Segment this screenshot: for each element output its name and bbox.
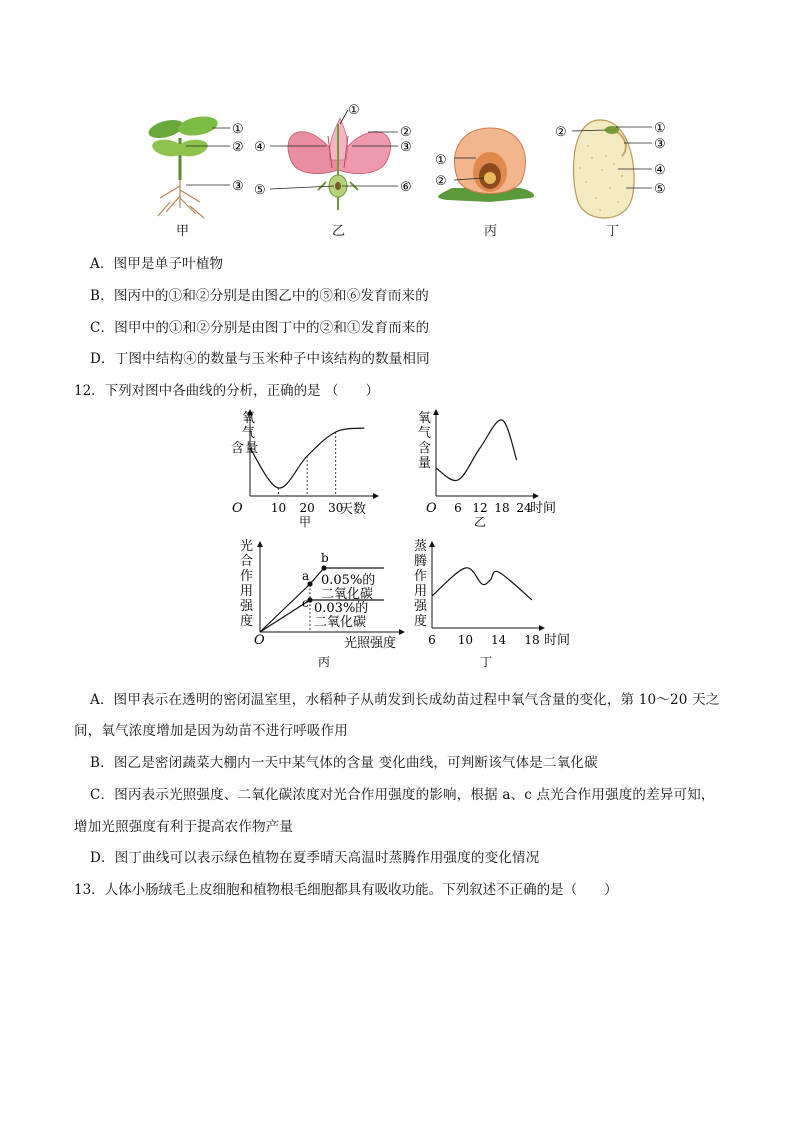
chart-bing-legend-005-line2: 二氧化碳	[321, 587, 374, 602]
chart-bing-legend-005-line1: 0.05%的	[321, 573, 376, 588]
chart-yi	[418, 410, 556, 529]
q11-option-c: C．图甲中的①和②分别是由图丁中的②和①发育而来的	[90, 320, 430, 336]
chart-ding-ylabel-0: 蒸	[414, 539, 428, 554]
chart-bing-xlabel: 光照强度	[344, 636, 397, 651]
q12-charts-svg	[228, 404, 588, 674]
q12-stem: 12．下列对图中各曲线的分析，正确的是 （ ）	[74, 383, 379, 399]
q12-option-c-line2: 增加光照强度有利于提高农作物产量	[74, 819, 294, 835]
chart-ding-xtick: 10	[457, 633, 473, 647]
q11-figure-svg	[130, 98, 690, 238]
chart-yi-ylabel-2: 含	[418, 441, 432, 456]
seedling-illustration	[147, 114, 230, 218]
chart-jia-xtick: 30	[328, 501, 344, 515]
chart-bing-title: 丙	[318, 655, 331, 669]
chart-jia	[231, 410, 378, 529]
ding-label-5: ⑤	[654, 182, 666, 197]
yi-label-1: ①	[348, 103, 360, 118]
chart-ding-xtick: 18	[524, 633, 540, 647]
chart-yi-ylabel-3: 量	[418, 456, 432, 471]
q11-option-d: D．丁图中结构④的数量与玉米种子中该结构的数量相同	[90, 351, 430, 367]
q12-charts	[228, 404, 588, 674]
chart-jia-origin: O	[232, 501, 243, 516]
chart-jia-ylabel-2: 含	[231, 441, 245, 456]
chart-ding-xtick: 6	[428, 633, 436, 647]
q12-option-a-line1: A．图甲表示在透明的密闭温室里，水稻种子从萌发到长成幼苗过程中氧气含量的变化，第 10～20 天之	[90, 692, 720, 708]
caption-yi: 乙	[332, 224, 346, 239]
chart-bing-label-c: c	[302, 596, 309, 610]
caption-bing: 丙	[484, 224, 498, 239]
yi-label-2: ②	[400, 125, 412, 140]
bing-label-2: ②	[435, 174, 447, 189]
yi-label-5: ⑤	[254, 183, 266, 198]
chart-yi-xtick: 6	[454, 501, 462, 515]
chart-bing-origin: O	[254, 633, 265, 648]
jia-label-1: ①	[232, 122, 244, 137]
fruit-illustration	[438, 128, 534, 202]
chart-yi-ylabel-0: 氧	[418, 411, 432, 426]
q11-option-b: B．图丙中的①和②分别是由图乙中的⑤和⑥发育而来的	[90, 288, 429, 304]
chart-jia-title: 甲	[299, 515, 312, 529]
chart-bing-point-b	[321, 565, 326, 570]
ding-label-3: ③	[654, 137, 666, 152]
chart-ding	[414, 538, 570, 669]
chart-bing-label-b: b	[321, 551, 329, 565]
chart-bing-label-a: a	[302, 569, 310, 583]
q12-option-d: D．图丁曲线可以表示绿色植物在夏季晴天高温时蒸腾作用强度的变化情况	[90, 850, 540, 866]
q12-option-b: B．图乙是密闭蔬菜大棚内一天中某气体的含量 变化曲线，可判断该气体是二氧化碳	[90, 755, 598, 771]
chart-bing-legend-003-line2: 二氧化碳	[314, 615, 367, 630]
caption-ding: 丁	[606, 224, 620, 239]
chart-bing	[240, 538, 404, 669]
chart-jia-ylabel-0: 氧	[242, 411, 256, 426]
chart-ding-xlabel: 时间	[544, 633, 571, 648]
chart-yi-xtick: 24	[516, 501, 532, 515]
seed-illustration	[572, 120, 652, 218]
chart-jia-xtick: 10	[270, 501, 287, 515]
q11-figure	[130, 98, 690, 238]
chart-bing-ylabel-5: 度	[240, 614, 254, 629]
chart-yi-ylabel-1: 气	[418, 426, 432, 441]
ding-label-2: ②	[555, 125, 567, 140]
q13-stem: 13．人体小肠绒毛上皮细胞和植物根毛细胞都具有吸收功能。下列叙述不正确的是（ ）	[74, 882, 618, 898]
chart-ding-xtick: 14	[491, 633, 507, 647]
flower-illustration	[270, 110, 398, 210]
chart-yi-title: 乙	[474, 515, 487, 529]
yi-label-6: ⑥	[400, 180, 412, 195]
chart-bing-ylabel-4: 强	[240, 599, 254, 614]
chart-bing-legend-003-line1: 0.03%的	[314, 601, 369, 616]
bing-label-1: ①	[435, 153, 447, 168]
chart-jia-curve	[250, 428, 364, 488]
ding-label-1: ①	[654, 121, 666, 136]
chart-ding-curve	[432, 568, 532, 600]
chart-bing-ylabel-0: 光	[240, 539, 254, 554]
ding-label-4: ④	[654, 163, 666, 178]
chart-yi-xtick: 18	[494, 501, 510, 515]
caption-jia: 甲	[176, 224, 190, 239]
chart-ding-ylabel-2: 作	[414, 569, 428, 584]
chart-bing-ylabel-1: 合	[240, 554, 254, 569]
chart-ding-ylabel-5: 度	[414, 614, 428, 629]
chart-jia-xtick: 20	[299, 501, 315, 515]
chart-ding-title: 丁	[480, 655, 493, 669]
chart-jia-xlabel: 天数	[340, 502, 367, 517]
chart-jia-dashes	[279, 432, 336, 496]
chart-bing-ylabel-2: 作	[240, 569, 254, 584]
chart-ding-ylabel-1: 腾	[414, 554, 428, 569]
chart-ding-ylabel-4: 强	[414, 599, 428, 614]
q11-option-a: A．图甲是单子叶植物	[90, 256, 224, 272]
jia-label-3: ③	[232, 179, 244, 194]
q12-option-a-line2: 间，氧气浓度增加是因为幼苗不进行呼吸作用	[74, 723, 348, 739]
chart-bing-ylabel-3: 用	[240, 584, 254, 599]
chart-yi-xlabel: 时间	[530, 501, 557, 516]
chart-yi-origin: O	[426, 501, 437, 516]
chart-yi-curve	[436, 420, 517, 481]
chart-jia-ylabel-3: 量	[245, 441, 259, 456]
jia-label-2: ②	[232, 140, 244, 155]
chart-jia-ylabel-1: 气	[242, 426, 256, 441]
chart-yi-xtick: 12	[472, 501, 488, 515]
q12-option-c-line1: C．图丙表示光照强度、二氧化碳浓度对光合作用强度的影响，根据 a、c 点光合作用强度的差异可知，	[90, 787, 715, 803]
yi-label-3: ③	[400, 140, 412, 155]
yi-label-4: ④	[254, 140, 266, 155]
chart-ding-ylabel-3: 用	[414, 584, 428, 599]
